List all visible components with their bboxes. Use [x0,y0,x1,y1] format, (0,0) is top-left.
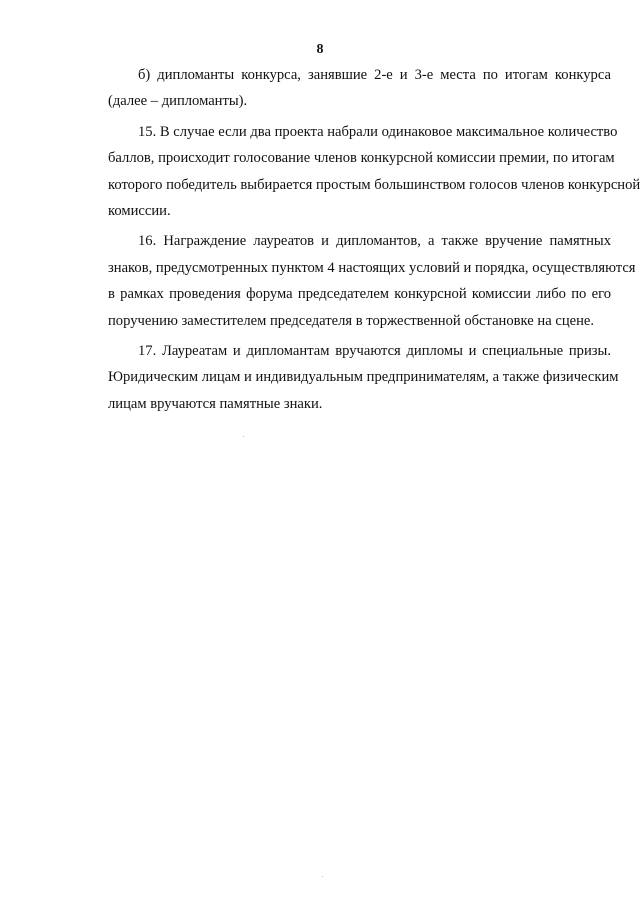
text-line: Юридическим лицам и индивидуальным предпринимателям, а также физическим [108,369,619,386]
scan-speck [243,436,244,437]
text-line: 15. В случае если два проекта набрали одинаковое максимальное количество [138,123,618,140]
paragraph-15 [78,119,640,225]
scan-speck [322,876,323,877]
paragraph-16 [78,228,636,334]
text-line: комиссии. [108,203,171,220]
page-number: 8 [316,42,324,57]
text-line: 16. Награждение лауреатов и дипломантов, а также вручение памятных [138,233,611,250]
paragraph-diplomants [78,62,611,115]
text-line: которого победитель выбирается простым большинством голосов членов конкурсной [108,176,640,193]
text-line: знаков, предусмотренных пунктом 4 настоящих условий и порядка, осуществляются [108,259,636,276]
text-line: в рамках проведения форума председателем конкурсной комиссии либо по его [108,286,611,303]
text-line: поручению заместителем председателя в торжественной обстановке на сцене. [108,312,595,329]
text-line: лицам вручаются памятные знаки. [108,395,323,412]
text-line: (далее – дипломанты). [108,93,248,110]
text-line: б) дипломанты конкурса, занявшие 2-е и 3-е места по итогам конкурса [138,67,611,83]
paragraph-17 [78,338,619,417]
document-body [78,62,640,421]
text-line: баллов, происходит голосование членов конкурсной комиссии премии, по итогам [108,150,615,167]
text-line: 17. Лауреатам и дипломантам вручаются дипломы и специальные призы. [138,343,611,360]
